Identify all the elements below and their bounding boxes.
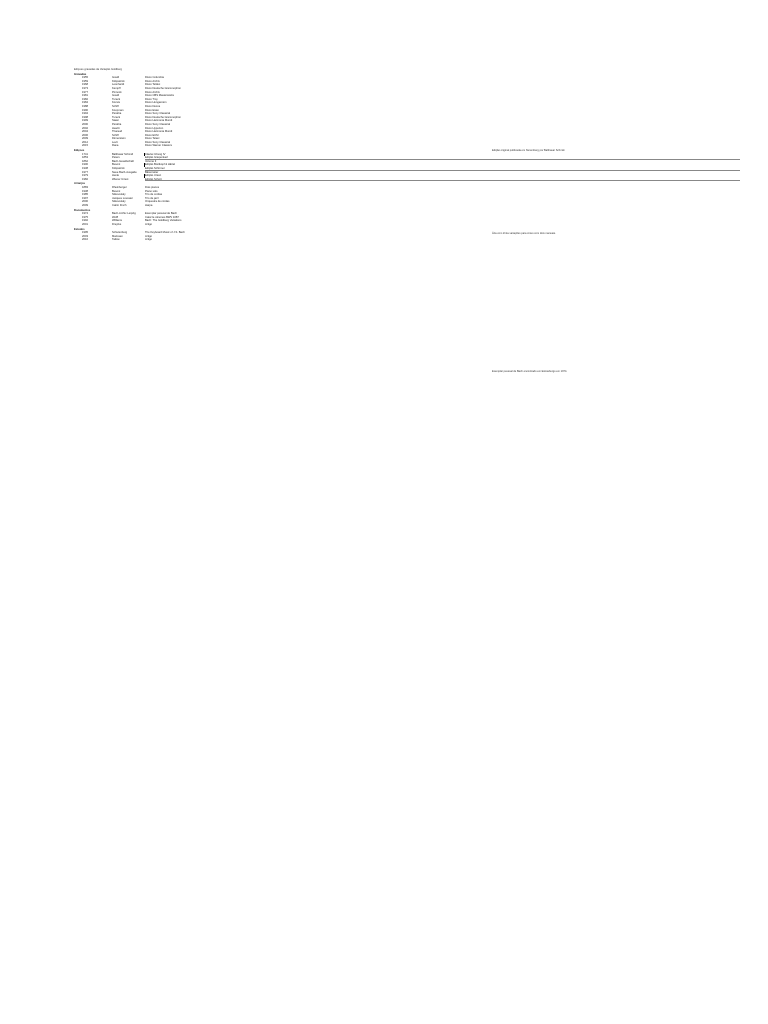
row-year: 1979	[82, 174, 88, 178]
row-year: 1853	[82, 156, 88, 160]
row-name: Rana	[112, 144, 119, 148]
row-name: Leonhardt	[112, 83, 125, 87]
row-name: Perahia	[112, 112, 122, 116]
row-year: 2015	[82, 144, 88, 148]
row-name: Busoni	[112, 189, 121, 193]
row-description: Dois pianos	[145, 186, 160, 189]
row-name: Neue Bach-Ausgabe	[112, 170, 137, 174]
row-name: Wiener Urtext	[112, 177, 129, 181]
row-name: Hewitt	[112, 126, 120, 130]
row-name: Schiff	[112, 104, 119, 108]
row-name: Kocsis	[112, 101, 120, 105]
row-description: Edição Urtext	[145, 174, 740, 178]
row-year: 1968	[82, 83, 88, 87]
row-year: 1981	[82, 94, 88, 98]
table-row	[60, 223, 740, 227]
row-name: Bach-Archiv Leipzig	[112, 212, 136, 216]
row-name: Tureck	[112, 97, 121, 101]
row-description: Trio de cordas	[145, 193, 163, 197]
row-name: Busoni	[112, 163, 121, 167]
row-description: Disco Hungaroton	[145, 101, 167, 105]
row-year: 1995	[82, 231, 88, 235]
row-year: 1862	[82, 159, 88, 163]
row-name: Tureck	[112, 115, 121, 119]
row-description: Exemplar pessoal de Bach	[145, 212, 177, 216]
row-name: Schiff	[112, 133, 119, 137]
row-description: Disco ECM	[145, 133, 159, 137]
section-heading: Estudos	[74, 227, 85, 231]
row-name: Gould	[112, 94, 120, 98]
row-year: 1883	[82, 186, 88, 189]
row-year: 1973	[82, 86, 88, 90]
row-year: 2009	[82, 137, 88, 141]
row-name: Peters	[112, 156, 120, 160]
row-indent	[60, 238, 82, 242]
row-name: Dinnerstein	[112, 137, 126, 141]
note-3: Exemplar pessoal de Bach encontrado em Estrasburgo em 1974.	[492, 370, 568, 373]
row-year: 2003	[82, 234, 88, 238]
row-description: Orquestra de cordas	[145, 200, 170, 204]
row-year: 1994	[82, 112, 88, 116]
row-name: Sitkovetsky	[112, 193, 126, 197]
row-name: Levit	[112, 140, 118, 144]
row-name: Perahia	[112, 122, 122, 126]
row-year: 2000	[82, 122, 88, 126]
row-description: Disco Archiv	[145, 79, 160, 83]
row-description: Bärenreiter	[145, 170, 159, 174]
row-description: Harpa	[145, 203, 153, 207]
row-year: 1997	[82, 196, 88, 200]
row-year: 2010	[82, 238, 88, 242]
row-description: Edição Schirmer	[145, 167, 740, 171]
row-name: Rheinberger	[112, 186, 127, 189]
row-description: Disco Warner Classics	[145, 144, 172, 148]
row-description: Disco Troy	[145, 97, 158, 101]
row-description: Disco CBS Masterworks	[145, 94, 174, 98]
row-year: 1999	[82, 119, 88, 123]
row-year: 1977	[82, 170, 88, 174]
row-name: Pinnock	[112, 90, 122, 94]
row-description: Edição Breitkopf & Härtel	[145, 163, 740, 167]
row-year: 1900	[82, 163, 88, 167]
section-heading: Arranjos	[74, 182, 86, 186]
table-row	[60, 178, 740, 182]
row-year: 1974	[82, 212, 88, 216]
row-description: Disco Sony Classical	[145, 140, 171, 144]
row-year: 2009	[82, 203, 88, 207]
section-heading: Ediçoes	[74, 149, 85, 153]
row-description: Disco Archiv	[145, 90, 160, 94]
row-name: Kirkpatrick	[112, 79, 125, 83]
row-description: Bach: The Goldberg Variations	[145, 219, 182, 223]
section-heading: Gravadas	[74, 72, 87, 76]
note-2: Ária com trinta variações para cravo com dois manuais.	[492, 232, 556, 235]
row-name: Henle	[112, 174, 120, 178]
row-description: Disco Teldec	[145, 83, 161, 87]
row-name: Tatlow	[112, 238, 120, 242]
spreadsheet	[60, 68, 740, 242]
row-year: 1990	[82, 108, 88, 112]
row-name: Sitkovetsky	[112, 200, 126, 204]
row-name: Bach-Gesellschaft	[112, 159, 134, 163]
row-name: Koopman	[112, 108, 124, 112]
row-name: Kempff	[112, 86, 121, 90]
row-name: Kirkpatrick	[112, 167, 125, 171]
row-year: 1984	[82, 101, 88, 105]
row-year: 2000	[82, 200, 88, 204]
row-year: 1938	[82, 167, 88, 171]
table-row	[60, 238, 740, 242]
row-description: Edição Schott	[145, 178, 740, 182]
row-description: Disco Sony Classical	[145, 112, 171, 116]
row-name: Tharaud	[112, 130, 123, 134]
row-year: 1975	[82, 215, 88, 219]
row-year: 1982	[82, 97, 88, 101]
row-description: Catorze cânones BWV 1087	[145, 215, 179, 219]
row-year: 1998	[82, 115, 88, 119]
row-year: 1955	[82, 76, 88, 80]
row-description: Clavier-Übung IV	[145, 153, 740, 157]
row-name: Balthasar Schmid	[112, 152, 134, 156]
row-description: Disco Harmonia Mundi	[145, 119, 173, 123]
row-name: Marissen	[112, 234, 123, 238]
row-name: Wolff	[112, 215, 119, 219]
row-year: 1977	[82, 90, 88, 94]
row-year: 1959	[82, 79, 88, 83]
row-year: 2002	[82, 126, 88, 130]
row-name: Gould	[112, 76, 120, 80]
row-year: 1982	[82, 177, 88, 181]
row-year: 2012	[82, 140, 88, 144]
row-description: Disco Sony Classical	[145, 122, 171, 126]
row-description: Disco Erato	[145, 108, 159, 112]
row-year: 2004	[82, 130, 88, 134]
row-description: Artigo	[145, 238, 153, 242]
row-description: Disco Harmonia Mundi	[145, 130, 173, 134]
sheet-header: Ediçoes gravadas da Variação Goldberg	[74, 68, 123, 71]
row-year: 1988	[82, 104, 88, 108]
row-year: 1938	[82, 189, 88, 193]
row-description: Disco Deutsche Grammophon	[145, 86, 181, 90]
table-row	[60, 204, 740, 208]
row-description: The Keyboard Music of J.S. Bach	[145, 231, 185, 235]
row-description: Disco Deutsche Grammophon	[145, 115, 181, 119]
row-name: Jacques Loussier	[112, 196, 133, 200]
row-description: Edição Griepenkerl	[145, 156, 740, 160]
row-year: 1992	[82, 219, 88, 223]
row-description: Disco Telarc	[145, 137, 160, 141]
sheet-rows	[60, 72, 740, 242]
row-description: Piano solo	[145, 189, 158, 193]
row-description: Disco Hyperion	[145, 126, 164, 130]
row-name: Staier	[112, 119, 120, 123]
row-description: Volume 3	[145, 159, 157, 163]
row-description: Trio de jazz	[145, 196, 159, 200]
row-description: Disco Decca	[145, 104, 161, 108]
row-name: Catrin Finch	[112, 203, 127, 207]
row-name: Dreyfus	[112, 222, 122, 226]
row-description: Artigo	[145, 222, 153, 226]
section-heading: Documentos	[74, 208, 91, 212]
row-year: 1985	[82, 193, 88, 197]
row-year: 2006	[82, 133, 88, 137]
row-description: Artigo	[145, 234, 153, 238]
row-year: 1741	[82, 152, 88, 156]
row-name: Schulenberg	[112, 231, 128, 235]
note-1: Edição original publicada em Nuremberg por Balthasar Schmid.	[492, 149, 566, 152]
row-year: 2001	[82, 222, 88, 226]
table-row	[60, 144, 740, 148]
row-name: Williams	[112, 219, 123, 223]
row-description: Disco Columbia	[145, 76, 164, 80]
